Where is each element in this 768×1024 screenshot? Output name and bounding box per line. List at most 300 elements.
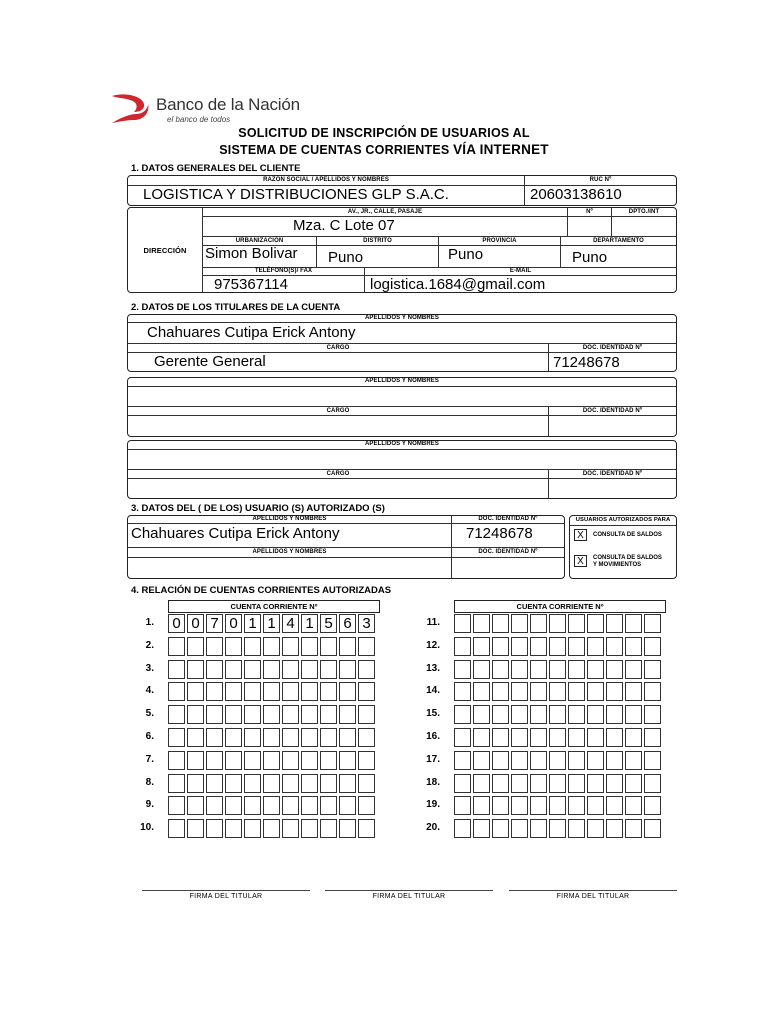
form-title-prefix: SISTEMA DE CUENTAS CORRIENTES xyxy=(219,143,454,157)
account-digit-cell[interactable] xyxy=(282,774,299,793)
telefono-label: TELÉFONO(S)/ FAX xyxy=(254,268,313,274)
account-digit-cell[interactable] xyxy=(187,819,204,838)
account-digit-cell[interactable] xyxy=(625,614,642,633)
account-digit-cell[interactable] xyxy=(549,819,566,838)
account-digit-cell[interactable]: 1 xyxy=(301,614,318,633)
account-digit-cell[interactable] xyxy=(549,774,566,793)
account-digit-cell[interactable] xyxy=(301,660,318,679)
account-digit-cell[interactable] xyxy=(301,728,318,747)
account-digit-cell[interactable] xyxy=(206,774,223,793)
account-digit-cell[interactable] xyxy=(244,660,261,679)
account-digit-cell[interactable]: 0 xyxy=(187,614,204,633)
account-digit-cell[interactable] xyxy=(358,660,375,679)
account-digit-cell[interactable] xyxy=(511,774,528,793)
account-digit-cell[interactable] xyxy=(568,660,585,679)
account-digit-cell[interactable] xyxy=(168,637,185,656)
razon-social-value[interactable]: LOGISTICA Y DISTRIBUCIONES GLP S.A.C. xyxy=(143,186,449,203)
account-digit-cell[interactable] xyxy=(568,705,585,724)
account-row-number: 5. xyxy=(145,708,154,720)
account-digit-cell[interactable] xyxy=(454,774,471,793)
signature-line-3 xyxy=(509,890,677,891)
account-digit-cell[interactable] xyxy=(549,705,566,724)
account-digit-cell[interactable] xyxy=(206,660,223,679)
account-digit-cell[interactable] xyxy=(225,751,242,770)
account-digit-cell[interactable] xyxy=(263,751,280,770)
account-digit-cell[interactable] xyxy=(511,614,528,633)
account-digit-cell[interactable] xyxy=(606,819,623,838)
account-digit-cell[interactable] xyxy=(587,660,604,679)
account-digit-cell[interactable] xyxy=(473,705,490,724)
account-digit-cell[interactable] xyxy=(587,614,604,633)
titular-2-doc-label: DOC. IDENTIDAD Nº xyxy=(582,408,643,414)
account-digit-cell[interactable]: 0 xyxy=(225,614,242,633)
account-digit-cell[interactable] xyxy=(263,774,280,793)
account-digit-cell[interactable] xyxy=(473,614,490,633)
account-digit-cell[interactable] xyxy=(473,660,490,679)
account-digit-cell[interactable] xyxy=(606,637,623,656)
account-digit-cell[interactable]: 7 xyxy=(206,614,223,633)
account-digit-cell[interactable] xyxy=(492,637,509,656)
account-digit-cell[interactable] xyxy=(606,614,623,633)
account-digit-cell[interactable] xyxy=(625,751,642,770)
signature-label-2: FIRMA DEL TITULAR xyxy=(372,893,446,900)
signature-label-3: FIRMA DEL TITULAR xyxy=(556,893,630,900)
section2-heading: 2. DATOS DE LOS TITULARES DE LA CUENTA xyxy=(131,302,341,313)
email-label: E-MAIL xyxy=(509,268,532,274)
account-digit-cell[interactable] xyxy=(339,774,356,793)
account-digit-cell[interactable] xyxy=(587,796,604,815)
account-row-number: 1. xyxy=(145,617,154,628)
account-digit-cell[interactable] xyxy=(320,705,337,724)
account-digit-cell[interactable] xyxy=(225,774,242,793)
account-digit-cell[interactable] xyxy=(358,637,375,656)
numero-label: Nº xyxy=(586,209,593,215)
account-row-number: 4. xyxy=(145,685,154,697)
account-digit-cell[interactable] xyxy=(530,614,547,633)
account-digit-cell[interactable] xyxy=(225,796,242,815)
urbanizacion-value[interactable]: Simon Bolivar xyxy=(205,245,298,262)
account-digit-cell[interactable] xyxy=(301,774,318,793)
account-digit-cell[interactable] xyxy=(187,682,204,701)
departamento-label: DEPARTAMENTO xyxy=(593,238,644,244)
account-digit-cell[interactable] xyxy=(282,796,299,815)
account-digit-cell[interactable] xyxy=(168,751,185,770)
account-digit-cell[interactable] xyxy=(301,682,318,701)
account-digit-cell[interactable] xyxy=(244,751,261,770)
account-digit-cell[interactable] xyxy=(168,660,185,679)
titular-3-cargo-label: CARGO xyxy=(326,471,350,477)
bank-name: Banco de la Nación xyxy=(156,95,300,114)
account-digit-cell[interactable] xyxy=(644,614,661,633)
account-digit-cell[interactable] xyxy=(187,728,204,747)
account-digit-cell[interactable] xyxy=(644,728,661,747)
email-value[interactable]: logistica.1684@gmail.com xyxy=(370,276,546,293)
account-digit-cell[interactable]: 4 xyxy=(282,614,299,633)
account-digit-cell[interactable] xyxy=(568,637,585,656)
account-digit-cell[interactable] xyxy=(206,705,223,724)
consulta-movimientos-checkbox[interactable]: X xyxy=(574,555,587,567)
account-digit-cell[interactable] xyxy=(358,682,375,701)
account-digit-cell[interactable] xyxy=(339,660,356,679)
usuarios-para-label: USUARIOS AUTORIZADOS PARA xyxy=(575,517,671,523)
provincia-value[interactable]: Puno xyxy=(448,246,484,263)
account-digit-cell[interactable] xyxy=(282,751,299,770)
account-digit-cell[interactable] xyxy=(492,705,509,724)
account-digit-cell[interactable] xyxy=(454,819,471,838)
account-digit-cell[interactable] xyxy=(625,637,642,656)
account-digit-cell[interactable] xyxy=(301,751,318,770)
account-digit-cell[interactable] xyxy=(473,637,490,656)
account-digit-cell[interactable]: 6 xyxy=(339,614,356,633)
account-digit-cell[interactable] xyxy=(568,682,585,701)
account-digit-cell[interactable]: 5 xyxy=(320,614,337,633)
account-digit-cell[interactable] xyxy=(206,728,223,747)
account-digit-cell[interactable] xyxy=(530,774,547,793)
account-digit-cell[interactable] xyxy=(339,819,356,838)
titular-1-name[interactable]: Chahuares Cutipa Erick Antony xyxy=(147,324,356,341)
account-digit-cell[interactable] xyxy=(320,774,337,793)
account-digit-cell[interactable] xyxy=(511,637,528,656)
usuario-2-apellidos-label: APELLIDOS Y NOMBRES xyxy=(252,549,327,555)
usuario-1-doc-label: DOC. IDENTIDAD Nº xyxy=(478,516,538,522)
account-digit-cell[interactable] xyxy=(263,796,280,815)
account-digit-cell[interactable] xyxy=(606,660,623,679)
account-digit-cell[interactable] xyxy=(644,705,661,724)
account-digit-cell[interactable] xyxy=(511,660,528,679)
account-digit-cell[interactable] xyxy=(244,819,261,838)
provincia-label: PROVINCIA xyxy=(482,238,517,244)
usuario-1-doc[interactable]: 71248678 xyxy=(466,525,533,542)
account-digit-cell[interactable] xyxy=(549,660,566,679)
account-digit-cell[interactable] xyxy=(225,705,242,724)
account-digit-cell[interactable] xyxy=(187,751,204,770)
account-digit-cell[interactable] xyxy=(587,819,604,838)
account-digit-cell[interactable] xyxy=(644,637,661,656)
account-digit-cell[interactable] xyxy=(473,682,490,701)
account-digit-cell[interactable] xyxy=(568,614,585,633)
account-digit-cell[interactable] xyxy=(206,682,223,701)
account-digit-cell[interactable] xyxy=(358,751,375,770)
account-digit-cell[interactable] xyxy=(492,796,509,815)
account-digit-cell[interactable] xyxy=(263,660,280,679)
account-digit-cell[interactable] xyxy=(511,751,528,770)
account-digit-cell[interactable] xyxy=(587,705,604,724)
titular-1-apellidos-label: APELLIDOS Y NOMBRES xyxy=(364,315,440,321)
account-digit-cell[interactable] xyxy=(320,728,337,747)
account-digit-cell[interactable] xyxy=(206,751,223,770)
account-digit-cell[interactable] xyxy=(530,705,547,724)
account-digit-cell[interactable] xyxy=(530,796,547,815)
account-digit-cell[interactable] xyxy=(530,637,547,656)
account-digit-cell[interactable] xyxy=(168,728,185,747)
account-row-number: 18. xyxy=(426,776,440,788)
account-digit-cell[interactable] xyxy=(358,705,375,724)
account-digit-cell[interactable]: 0 xyxy=(168,614,185,633)
account-row-number: 11. xyxy=(426,617,440,628)
account-digit-cell[interactable] xyxy=(320,796,337,815)
account-digit-cell[interactable] xyxy=(358,774,375,793)
account-row-number: 14. xyxy=(426,685,440,697)
account-digit-cell[interactable] xyxy=(587,728,604,747)
titular-1-cargo[interactable]: Gerente General xyxy=(154,353,266,370)
account-digit-cell[interactable] xyxy=(625,819,642,838)
account-digit-cell[interactable] xyxy=(320,819,337,838)
account-digit-cell[interactable] xyxy=(511,705,528,724)
account-digit-cell[interactable] xyxy=(320,660,337,679)
section1-heading: 1. DATOS GENERALES DEL CLIENTE xyxy=(131,163,301,174)
account-digit-cell[interactable] xyxy=(454,751,471,770)
account-digit-cell[interactable] xyxy=(206,637,223,656)
signature-line-1 xyxy=(142,890,310,891)
account-digit-cell[interactable] xyxy=(263,637,280,656)
account-digit-cell[interactable] xyxy=(320,751,337,770)
titular-3-doc-label: DOC. IDENTIDAD Nº xyxy=(582,471,643,477)
account-digit-cell[interactable] xyxy=(473,751,490,770)
account-row-number: 15. xyxy=(426,708,440,720)
account-digit-cell[interactable] xyxy=(549,728,566,747)
account-digit-cell[interactable] xyxy=(549,682,566,701)
account-digit-cell[interactable] xyxy=(492,728,509,747)
account-row-number: 13. xyxy=(426,662,440,674)
account-digit-cell[interactable] xyxy=(606,774,623,793)
titular-1-cargo-label: CARGO xyxy=(326,345,350,351)
account-digit-cell[interactable] xyxy=(168,796,185,815)
account-digit-cell[interactable] xyxy=(568,774,585,793)
account-digit-cell[interactable] xyxy=(187,637,204,656)
account-digit-cell[interactable] xyxy=(568,751,585,770)
dpto-label: DPTO./INT xyxy=(628,209,660,215)
titular-2-apellidos-label: APELLIDOS Y NOMBRES xyxy=(364,378,440,384)
account-digit-cell[interactable] xyxy=(492,660,509,679)
account-digit-cell[interactable] xyxy=(339,796,356,815)
account-digit-cell[interactable] xyxy=(606,682,623,701)
account-digit-cell[interactable] xyxy=(339,751,356,770)
account-digit-cell[interactable] xyxy=(625,728,642,747)
account-digit-cell[interactable] xyxy=(339,682,356,701)
account-digit-cell[interactable] xyxy=(644,660,661,679)
section4-heading: 4. RELACIÓN DE CUENTAS CORRIENTES AUTORIZADAS xyxy=(131,585,392,596)
titular-3-apellidos-label: APELLIDOS Y NOMBRES xyxy=(364,441,440,447)
account-digit-cell[interactable] xyxy=(644,819,661,838)
account-row-number: 6. xyxy=(145,731,154,742)
account-digit-cell[interactable] xyxy=(320,682,337,701)
account-digit-cell[interactable] xyxy=(263,728,280,747)
telefono-value[interactable]: 975367114 xyxy=(214,276,288,293)
account-digit-cell[interactable] xyxy=(549,751,566,770)
account-digit-cell[interactable] xyxy=(225,660,242,679)
account-digit-cell[interactable] xyxy=(168,682,185,701)
account-digit-cell[interactable]: 1 xyxy=(244,614,261,633)
form-title-line1: SOLICITUD DE INSCRIPCIÓN DE USUARIOS AL xyxy=(238,126,530,140)
account-digit-cell[interactable] xyxy=(168,774,185,793)
account-digit-cell[interactable] xyxy=(492,682,509,701)
account-digit-cell[interactable] xyxy=(244,774,261,793)
bank-tagline: el banco de todos xyxy=(167,115,231,124)
account-row-number: 7. xyxy=(145,753,154,765)
account-digit-cell[interactable] xyxy=(473,819,490,838)
account-digit-cell[interactable] xyxy=(625,682,642,701)
cuenta-header-left: CUENTA CORRIENTE Nº xyxy=(168,600,380,613)
account-digit-cell[interactable] xyxy=(301,637,318,656)
account-digit-cell[interactable] xyxy=(244,682,261,701)
account-digit-cell[interactable] xyxy=(587,774,604,793)
account-digit-cell[interactable] xyxy=(187,660,204,679)
account-digit-cell[interactable] xyxy=(225,819,242,838)
account-digit-cell[interactable] xyxy=(339,705,356,724)
account-digit-cell[interactable] xyxy=(320,637,337,656)
account-digit-cell[interactable] xyxy=(625,796,642,815)
consulta-saldos-label: CONSULTA DE SALDOS xyxy=(593,532,662,538)
account-row-number: 3. xyxy=(145,662,154,674)
account-digit-cell[interactable] xyxy=(225,682,242,701)
account-row-number: 8. xyxy=(145,776,154,788)
account-digit-cell[interactable] xyxy=(511,728,528,747)
account-digit-cell[interactable] xyxy=(187,774,204,793)
account-digit-cell[interactable] xyxy=(549,637,566,656)
account-digit-cell[interactable] xyxy=(263,682,280,701)
account-digit-cell[interactable] xyxy=(301,796,318,815)
account-digit-cell[interactable] xyxy=(473,796,490,815)
account-digit-cell[interactable] xyxy=(225,728,242,747)
account-digit-cell[interactable] xyxy=(625,705,642,724)
section3-heading: 3. DATOS DEL ( DE LOS) USUARIO (S) AUTORIZADO (S) xyxy=(131,503,385,514)
account-digit-cell[interactable] xyxy=(511,682,528,701)
account-digit-cell[interactable] xyxy=(282,660,299,679)
urbanizacion-label: URBANIZACIÓN xyxy=(235,238,284,244)
account-digit-cell[interactable] xyxy=(187,705,204,724)
account-digit-cell[interactable] xyxy=(530,682,547,701)
account-digit-cell[interactable] xyxy=(644,796,661,815)
account-digit-cell[interactable] xyxy=(339,637,356,656)
account-digit-cell[interactable] xyxy=(587,682,604,701)
account-digit-cell[interactable] xyxy=(606,751,623,770)
account-digit-cell[interactable] xyxy=(530,660,547,679)
account-digit-cell[interactable] xyxy=(587,751,604,770)
account-digit-cell[interactable] xyxy=(187,796,204,815)
account-digit-cell[interactable] xyxy=(568,796,585,815)
account-digit-cell[interactable] xyxy=(168,705,185,724)
titular-2-cargo-label: CARGO xyxy=(326,408,350,414)
account-digit-cell[interactable] xyxy=(454,728,471,747)
account-digit-cell[interactable] xyxy=(282,705,299,724)
account-digit-cell[interactable] xyxy=(606,705,623,724)
account-digit-cell[interactable] xyxy=(244,728,261,747)
usuario-1-apellidos-label: APELLIDOS Y NOMBRES xyxy=(252,516,327,522)
consulta-movimientos-label-line1: CONSULTA DE SALDOS xyxy=(593,555,662,561)
account-digit-cell[interactable] xyxy=(530,728,547,747)
account-digit-cell[interactable] xyxy=(358,728,375,747)
account-digit-cell[interactable] xyxy=(492,774,509,793)
account-row-number: 10. xyxy=(140,822,154,834)
account-digit-cell[interactable] xyxy=(587,637,604,656)
account-digit-cell[interactable] xyxy=(644,774,661,793)
account-digit-cell[interactable] xyxy=(568,819,585,838)
usuario-1-name[interactable]: Chahuares Cutipa Erick Antony xyxy=(131,525,340,542)
direccion-label: DIRECCIÓN xyxy=(143,246,187,255)
account-digit-cell[interactable] xyxy=(358,796,375,815)
account-digit-cell[interactable] xyxy=(606,728,623,747)
account-digit-cell[interactable] xyxy=(282,819,299,838)
account-digit-cell[interactable] xyxy=(530,819,547,838)
form-title-line2 xyxy=(0,142,768,157)
razon-social-label: RAZÓN SOCIAL / APELLIDOS Y NOMBRES xyxy=(263,177,389,183)
account-digit-cell[interactable] xyxy=(358,819,375,838)
ruc-label: RUC Nº xyxy=(589,177,612,183)
account-digit-cell[interactable] xyxy=(244,705,261,724)
account-digit-cell[interactable] xyxy=(454,705,471,724)
account-digit-cell[interactable] xyxy=(606,796,623,815)
account-digit-cell[interactable] xyxy=(206,796,223,815)
account-digit-cell[interactable] xyxy=(454,660,471,679)
ruc-value[interactable]: 20603138610 xyxy=(530,186,622,203)
account-digit-cell[interactable] xyxy=(511,796,528,815)
departamento-value[interactable]: Puno xyxy=(572,249,608,266)
account-digit-cell[interactable] xyxy=(263,705,280,724)
account-digit-cell[interactable] xyxy=(492,751,509,770)
calle-value[interactable]: Mza. C Lote 07 xyxy=(293,217,395,234)
account-digit-cell[interactable]: 3 xyxy=(358,614,375,633)
bank-logo-icon xyxy=(108,92,152,126)
account-digit-cell[interactable] xyxy=(263,819,280,838)
account-row-number: 20. xyxy=(426,822,440,834)
account-digit-cell[interactable] xyxy=(225,637,242,656)
form-title-emph: VÍA INTERNET xyxy=(453,142,549,157)
account-row-number: 19. xyxy=(426,799,440,811)
account-digit-cell[interactable] xyxy=(473,774,490,793)
account-digit-cell[interactable] xyxy=(168,819,185,838)
account-digit-cell[interactable] xyxy=(625,660,642,679)
account-digit-cell[interactable] xyxy=(282,728,299,747)
account-digit-cell[interactable]: 1 xyxy=(263,614,280,633)
account-row-number: 2. xyxy=(145,639,154,651)
cuenta-header-right: CUENTA CORRIENTE Nº xyxy=(454,600,666,613)
distrito-value[interactable]: Puno xyxy=(328,249,364,266)
account-digit-cell[interactable] xyxy=(282,637,299,656)
account-digit-cell[interactable] xyxy=(454,682,471,701)
account-row-number: 12. xyxy=(426,639,440,651)
account-row-number: 17. xyxy=(426,753,440,765)
account-digit-cell[interactable] xyxy=(473,728,490,747)
account-digit-cell[interactable] xyxy=(568,728,585,747)
account-digit-cell[interactable] xyxy=(282,682,299,701)
account-digit-cell[interactable] xyxy=(454,796,471,815)
titular-1-doc[interactable]: 71248678 xyxy=(553,354,620,371)
bank-logo xyxy=(108,92,152,126)
account-digit-cell[interactable] xyxy=(339,728,356,747)
account-row-number: 16. xyxy=(426,731,440,742)
account-digit-cell[interactable] xyxy=(644,751,661,770)
consulta-saldos-checkbox[interactable]: X xyxy=(574,529,587,541)
account-row-number: 9. xyxy=(145,799,154,811)
account-digit-cell[interactable] xyxy=(644,682,661,701)
account-digit-cell[interactable] xyxy=(244,796,261,815)
account-digit-cell[interactable] xyxy=(301,705,318,724)
account-digit-cell[interactable] xyxy=(549,796,566,815)
account-digit-cell[interactable] xyxy=(454,614,471,633)
account-digit-cell[interactable] xyxy=(492,819,509,838)
account-digit-cell[interactable] xyxy=(511,819,528,838)
calle-label: AV., JR., CALLE, PASAJE xyxy=(347,209,423,215)
account-digit-cell[interactable] xyxy=(530,751,547,770)
account-digit-cell[interactable] xyxy=(625,774,642,793)
distrito-label: DISTRITO xyxy=(363,238,392,244)
account-digit-cell[interactable] xyxy=(454,637,471,656)
account-digit-cell[interactable] xyxy=(492,614,509,633)
account-digit-cell[interactable] xyxy=(206,819,223,838)
account-digit-cell[interactable] xyxy=(244,637,261,656)
account-digit-cell[interactable] xyxy=(301,819,318,838)
account-digit-cell[interactable] xyxy=(549,614,566,633)
